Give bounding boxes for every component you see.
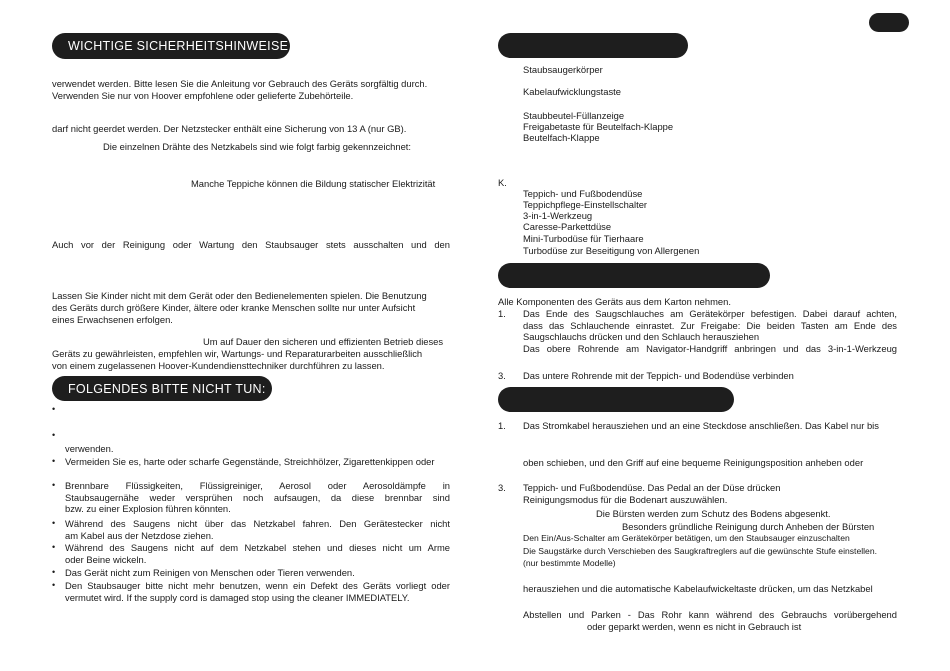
list-item-defect-line-2: vermutet wird. If the supply cord is damaged stop using the cleaner IMMEDIATELY. (65, 591, 410, 603)
para-6-line-1: Um auf Dauer den sicheren und effizienten Betrieb dieses (203, 336, 444, 347)
components-header (498, 33, 688, 58)
assembly-intro: Alle Komponenten des Geräts aus dem Karton nehmen. (498, 296, 731, 307)
assembly-header (498, 263, 770, 288)
bullet-dot: • (52, 542, 56, 552)
usage-step-3-line-2: Reinigungsmodus für die Bodenart auszuwählen. (523, 494, 728, 505)
bullet-dot: • (52, 480, 56, 490)
usage-step-3-line-4: Besonders gründliche Reinigung durch Anheben der Bürsten (622, 521, 875, 532)
list-item-cord-1-line-2: am Kabel aus der Netzdose ziehen. (65, 529, 214, 541)
usage-step-6: herausziehen und die automatische Kabelaufwickeltaste drücken, um das Netzkabel (523, 583, 873, 594)
bullet-dot: • (52, 567, 56, 577)
usage-step-5-line-2: (nur bestimmte Modelle) (523, 558, 616, 568)
part-bag-release: Freigabetaste für Beutelfach-Klappe (523, 121, 674, 132)
list-item-flammables-line-3: bzw. zu einer Explosion führen könnten. (65, 503, 231, 515)
accessory-item: Turbodüse zur Beseitigung von Allergenen (523, 245, 700, 256)
list-item-defect (65, 580, 450, 603)
list-item-flammables-line-2: Staubsaugernähe weder versprühen noch aufsaugen, da diese brennbar sind (65, 491, 450, 503)
assembly-step-3: Das untere Rohrende mit der Teppich- und Bodendüse verbinden (523, 370, 794, 381)
para-6-line-2: Geräts zu gewährleisten, empfehlen wir, Wartungs- und Reparaturarbeiten ausschließlich (52, 348, 423, 359)
page-number-tab (869, 13, 909, 32)
list-item-verwenden: verwenden. (65, 443, 114, 454)
part-bag-indicator: Staubbeutel-Füllanzeige (523, 110, 625, 121)
assembly-step-1-line-1: Das Ende des Saugschlauches am Gerätekörper befestigen. Dabei darauf achten, (523, 308, 897, 319)
assembly-step-3-number: 3. (498, 370, 506, 381)
list-item-cord-2-line-1: Während des Saugens nicht auf dem Netzkabel stehen und dieses nicht um Arme (65, 542, 450, 553)
para-4: Auch vor der Reinigung oder Wartung den Staubsauger stets ausschalten und den (52, 239, 450, 250)
para-2-line-2: Die einzelnen Drähte des Netzkabels sind wie folgt farbig gekennzeichnet: (103, 141, 411, 152)
accessory-item: 3-in-1-Werkzeug (523, 210, 593, 221)
para-5-line-2: des Geräts durch größere Kinder, ältere oder kranke Menschen sollte nur unter Aufsicht (52, 302, 416, 313)
assembly-step-1-line-4: Das obere Rohrende am Navigator-Handgriff anbringen und das 3-in-1-Werkzeug (523, 342, 897, 354)
para-5-line-1: Lassen Sie Kinder nicht mit dem Gerät oder den Bedienelementen spielen. Die Benutzung (52, 290, 427, 301)
list-item-cord-1 (65, 518, 450, 541)
bullet-dot: • (52, 456, 56, 466)
do-not-header-label: FOLGENDES BITTE NICHT TUN: (68, 381, 266, 396)
para-6-line-3: von einem zugelassenen Hoover-Kundendiensttechniker durchführen zu lassen. (52, 360, 385, 371)
list-item-defect-line-1: Den Staubsauger bitte nicht mehr benutzen, wenn ein Defekt des Geräts vorliegt oder (65, 580, 450, 591)
usage-step-4: Den Ein/Aus-Schalter am Gerätekörper betätigen, um den Staubsauger einzuschalten (523, 533, 850, 543)
para-3: Manche Teppiche können die Bildung statischer Elektrizität (191, 178, 436, 189)
usage-header (498, 387, 734, 412)
safety-header (52, 33, 290, 59)
list-item-avoid-objects: Vermeiden Sie es, harte oder scharfe Gegenstände, Streichhölzer, Zigarettenkippen oder (65, 456, 435, 467)
list-item-flammables (65, 480, 450, 515)
list-item-flammables-line-1: Brennbare Flüssigkeiten, Flüssigreiniger, Aerosol oder Aerosoldämpfe in (65, 480, 450, 491)
usage-step-5-line-1: Die Saugstärke durch Verschieben des Saugkraftreglers auf die gewünschte Stufe einstellen. (523, 546, 877, 556)
assembly-step-1-line-3: Saugschlauchs drücken und den Schlauch herausziehen (523, 331, 760, 343)
usage-step-3-number: 3. (498, 482, 506, 493)
usage-step-7-line-1: Abstellen und Parken - Das Rohr kann während des Gebrauchs vorübergehend (523, 609, 897, 620)
list-item-cord-1-line-1: Während des Saugens nicht über das Netzkabel fahren. Den Gerätestecker nicht (65, 518, 450, 529)
part-k-label: K. (498, 177, 507, 188)
assembly-step-1 (523, 308, 897, 354)
do-not-header (52, 376, 272, 401)
usage-step-3-line-1: Teppich- und Fußbodendüse. Das Pedal an der Düse drücken (523, 482, 781, 493)
para-1-line-1: verwendet werden. Bitte lesen Sie die Anleitung vor Gebrauch des Geräts sorgfältig durch. (52, 78, 428, 89)
safety-header-label: WICHTIGE SICHERHEITSHINWEISE (68, 39, 289, 53)
part-cord-rewind: Kabelaufwicklungstaste (523, 86, 621, 97)
usage-step-1: Das Stromkabel herausziehen und an eine Steckdose anschließen. Das Kabel nur bis (523, 420, 879, 431)
list-item-cord-2-line-2: oder Beine wickeln. (65, 553, 147, 565)
accessory-item: Caresse-Parkettdüse (523, 221, 612, 232)
para-5-line-3: eines Erwachsenen erfolgen. (52, 314, 173, 325)
usage-step-7-line-2: oder geparkt werden, wenn es nicht in Gebrauch ist (587, 621, 802, 632)
accessory-item: Mini-Turbodüse für Tierhaare (523, 233, 644, 244)
list-item-cord-2 (65, 542, 450, 565)
para-1-line-2: Verwenden Sie nur von Hoover empfohlene oder gelieferte Zubehörteile. (52, 90, 354, 101)
para-2-line-1: darf nicht geerdet werden. Der Netzstecker enthält eine Sicherung von 13 A (nur GB). (52, 123, 407, 134)
assembly-step-1-line-2: dass das Schlauchende einrastet. Zur Freigabe: Die beiden Tasten am Ende des (523, 319, 897, 331)
bullet-dot: • (52, 580, 56, 590)
usage-step-2: oben schieben, und den Griff auf eine bequeme Reinigungsposition anheben oder (523, 457, 864, 468)
usage-step-1-number: 1. (498, 420, 506, 431)
assembly-step-1-number: 1. (498, 308, 506, 319)
bullet-dot: • (52, 404, 56, 414)
bullet-dot: • (52, 430, 56, 440)
bullet-dot: • (52, 518, 56, 528)
accessory-item: Teppichpflege-Einstellschalter (523, 199, 648, 210)
accessory-item: Teppich- und Fußbodendüse (523, 188, 643, 199)
part-body: Staubsaugerkörper (523, 64, 603, 75)
usage-step-3-line-3: Die Bürsten werden zum Schutz des Bodens abgesenkt. (596, 508, 831, 519)
part-bag-door: Beutelfach-Klappe (523, 132, 600, 143)
list-item-people-animals: Das Gerät nicht zum Reinigen von Menschen oder Tieren verwenden. (65, 567, 355, 578)
